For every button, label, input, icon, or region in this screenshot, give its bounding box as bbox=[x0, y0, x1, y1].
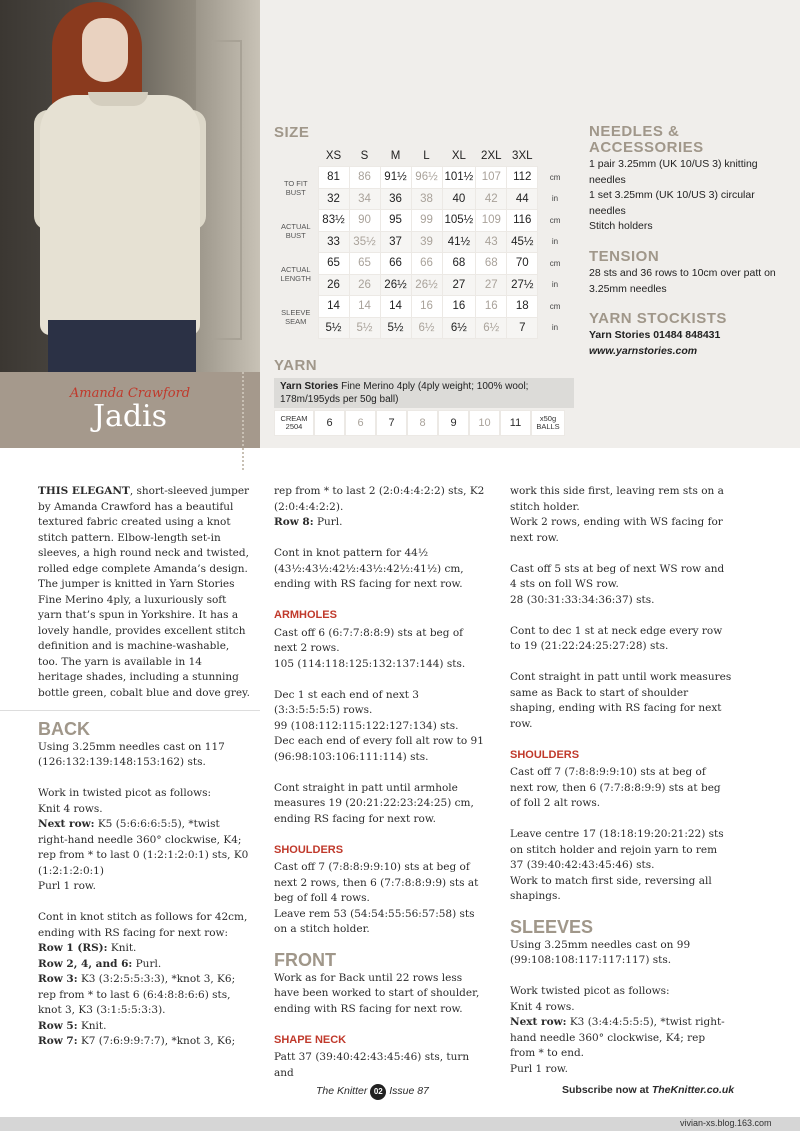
cell: 27 bbox=[442, 274, 476, 296]
column-2 bbox=[274, 484, 486, 1097]
row-label: Next row: bbox=[38, 818, 95, 830]
back-line: K7 (7:6:9:9:7:7), *knot 3, K6; bbox=[77, 1035, 236, 1047]
back-line: Cont in knot stitch as follows for 42cm, ending with RS facing for next row: bbox=[38, 911, 248, 939]
stockists-heading: YARN STOCKISTS bbox=[589, 310, 727, 327]
cell: 6½ bbox=[476, 317, 507, 339]
unit-cm: cm bbox=[549, 301, 561, 311]
size-heading: SIZE bbox=[274, 124, 310, 141]
subscribe-text: Subscribe now at bbox=[562, 1084, 652, 1096]
ball-count: 6 bbox=[314, 410, 345, 436]
cell: 37 bbox=[380, 231, 411, 253]
dotted-divider bbox=[242, 372, 244, 470]
ball-count: 8 bbox=[407, 410, 438, 436]
ball-count: 7 bbox=[376, 410, 407, 436]
footer-magazine bbox=[316, 1084, 429, 1100]
subscribe-link[interactable]: TheKnitter.co.uk bbox=[651, 1084, 735, 1096]
text-line: Work 2 rows, ending with WS facing for next row. bbox=[510, 516, 723, 544]
cell: 6½ bbox=[442, 317, 476, 339]
back-line: Work in twisted picot as follows: bbox=[38, 787, 212, 799]
cell: 70 bbox=[507, 253, 538, 275]
back-line: Knit. bbox=[107, 942, 137, 954]
cell: 99 bbox=[411, 210, 442, 232]
intro-body: , short-sleeved jumper by Amanda Crawford has a beautiful textured fabric created using a knot stitch pattern. Elbow-length set-in sleeves, a high round neck and twisted, rolled edge complete Amanda’s design. The jumper is knitted in Yarn Stories Fine Merino 4ply, a luxuriously soft yarn that’s spun in Yorkshire. It has a lovely handle, provides excellent stitch definition and is machine-washable, too. The yarn is available in 14 heritage shades, including a stunning bottle green, cobalt blue and dove grey. bbox=[38, 485, 250, 699]
ball-count: 11 bbox=[500, 410, 531, 436]
stockist-url[interactable]: www.yarnstories.com bbox=[589, 345, 698, 357]
cell: 65 bbox=[318, 253, 349, 275]
cell: 96½ bbox=[411, 167, 442, 189]
text-line: Leave centre 17 (18:18:19:20:21:22) sts on stitch holder and rejoin yarn to rem 37 (39:40:42:43:45:46) sts. bbox=[510, 828, 724, 871]
cell: 26 bbox=[318, 274, 349, 296]
text-line: Dec each end of every foll alt row to 91 (96:98:103:106:111:114) sts. bbox=[274, 735, 484, 763]
row-label: SLEEVE SEAM bbox=[281, 308, 311, 326]
back-line: Purl 1 row. bbox=[38, 880, 96, 892]
text-para: Cont in knot pattern for 44½ (43½:43½:42½:43½:42½:41½) cm, ending with RS facing for next row. bbox=[274, 547, 464, 590]
text-line: Purl 1 row. bbox=[510, 1062, 568, 1075]
cell: 27 bbox=[476, 274, 507, 296]
text-para: Cont to dec 1 st at neck edge every row to 19 (21:22:24:25:27:28) sts. bbox=[510, 624, 723, 652]
ball-quantities bbox=[274, 410, 565, 436]
cell: 34 bbox=[349, 188, 380, 210]
needles-item: Stitch holders bbox=[589, 220, 653, 232]
title-band bbox=[0, 372, 260, 448]
text-line: 105 (114:118:125:132:137:144) sts. bbox=[274, 657, 466, 670]
yarn-details: Fine Merino 4ply (4ply weight; 100% wool; 178m/195yds per 50g ball) bbox=[280, 381, 529, 405]
cell: 39 bbox=[411, 231, 442, 253]
watermark: vivian-xs.blog.163.com bbox=[680, 1118, 772, 1128]
size-label: S bbox=[360, 149, 369, 162]
front-heading: FRONT bbox=[274, 950, 336, 970]
sleeves-heading: SLEEVES bbox=[510, 917, 594, 937]
cell: 83½ bbox=[318, 210, 349, 232]
text-line: Dec 1 st each end of next 3 (3:3:5:5:5:5) rows. bbox=[274, 688, 419, 716]
text-para: Cont straight in patt until work measures same as Back to start of shoulder shaping, ending with RS facing for next row. bbox=[510, 671, 732, 730]
shape-neck-heading: SHAPE NECK bbox=[274, 1033, 347, 1046]
cell: 44 bbox=[507, 188, 538, 210]
cell: 68 bbox=[476, 253, 507, 275]
cell: 66 bbox=[411, 253, 442, 275]
size-label: 3XL bbox=[512, 149, 533, 162]
cell: 109 bbox=[476, 210, 507, 232]
cell: 14 bbox=[349, 296, 380, 318]
divider bbox=[0, 710, 260, 711]
unit-cm: cm bbox=[549, 172, 561, 182]
cell: 66 bbox=[380, 253, 411, 275]
footer-subscribe bbox=[562, 1084, 734, 1096]
text-line: Cast off 6 (6:7:7:8:8:9) sts at beg of next 2 rows. bbox=[274, 626, 464, 654]
stockist-name: Yarn Stories 01484 848431 bbox=[589, 329, 721, 341]
back-line: Knit. bbox=[77, 1019, 107, 1032]
text-line: K3 (3:4:4:5:5:5), *twist right-hand needle 360° clockwise, K4; rep from * to end. bbox=[510, 1016, 725, 1059]
cell: 14 bbox=[380, 296, 411, 318]
size-label: XL bbox=[451, 149, 466, 162]
cell: 18 bbox=[507, 296, 538, 318]
cell: 16 bbox=[442, 296, 476, 318]
unit-in: in bbox=[551, 194, 559, 204]
cell: 86 bbox=[349, 167, 380, 189]
text-para: Using 3.25mm needles cast on 99 (99:108:108:117:117:117) sts. bbox=[510, 938, 691, 966]
row-label: Row 5: bbox=[38, 1019, 78, 1032]
ball-count: 6 bbox=[345, 410, 376, 436]
cell: 35½ bbox=[349, 231, 380, 253]
cell: 7 bbox=[507, 317, 538, 339]
cell: 14 bbox=[318, 296, 349, 318]
intro-text bbox=[38, 484, 250, 717]
yarn-brand: Yarn Stories bbox=[280, 381, 339, 392]
magazine-name: The Knitter bbox=[316, 1085, 368, 1097]
size-label: 2XL bbox=[481, 149, 502, 162]
cell: 116 bbox=[507, 210, 538, 232]
back-line: K5 (5:6:6:6:5:5), *twist right-hand needle 360° clockwise, K4; rep from * to last 0 (1:2:1:2:0:1) sts, K0 (1:2:1:2:0:1) bbox=[38, 818, 249, 877]
size-table bbox=[274, 145, 572, 339]
cell: 41½ bbox=[442, 231, 476, 253]
cell: 40 bbox=[442, 188, 476, 210]
ball-count: 10 bbox=[469, 410, 500, 436]
cell: 26½ bbox=[380, 274, 411, 296]
balls-unit: x50g BALLS bbox=[531, 410, 565, 436]
cell: 36 bbox=[380, 188, 411, 210]
cell: 45½ bbox=[507, 231, 538, 253]
issue-number: Issue 87 bbox=[389, 1085, 429, 1097]
text-line: Knit 4 rows. bbox=[510, 1000, 575, 1013]
shoulders-heading: SHOULDERS bbox=[510, 748, 580, 761]
unit-in: in bbox=[551, 237, 559, 247]
cell: 5½ bbox=[318, 317, 349, 339]
ball-count: 9 bbox=[438, 410, 469, 436]
colour-label: CREAM 2504 bbox=[274, 410, 314, 436]
row-label: ACTUAL LENGTH bbox=[280, 265, 311, 283]
text-line: Cast off 5 sts at beg of next WS row and 4 sts on foll WS row. bbox=[510, 562, 725, 590]
cell: 112 bbox=[507, 167, 538, 189]
cell: 42 bbox=[476, 188, 507, 210]
cell: 101½ bbox=[442, 167, 476, 189]
cell: 65 bbox=[349, 253, 380, 275]
text-line: Work twisted picot as follows: bbox=[510, 985, 670, 997]
text-line: 28 (30:31:33:34:36:37) sts. bbox=[510, 593, 655, 606]
unit-in: in bbox=[551, 280, 559, 290]
row-label: Next row: bbox=[510, 1016, 567, 1028]
row-label: ACTUAL BUST bbox=[280, 222, 311, 240]
cell: 43 bbox=[476, 231, 507, 253]
text-line: work this side first, leaving rem sts on a stitch holder. bbox=[510, 485, 724, 513]
text-line: rep from * to last 2 (2:0:4:4:2:2) sts, K2 (2:0:4:4:2:2). bbox=[274, 485, 485, 513]
row-label: TO FIT BUST bbox=[283, 179, 308, 197]
armholes-heading: ARMHOLES bbox=[274, 609, 337, 621]
back-section bbox=[38, 719, 250, 1065]
size-label: L bbox=[423, 149, 430, 162]
back-line: Purl. bbox=[132, 957, 162, 970]
cell: 107 bbox=[476, 167, 507, 189]
intro-lead: THIS ELEGANT bbox=[38, 485, 130, 497]
text-para: Cast off 7 (7:8:8:9:9:10) sts at beg of next row, then 6 (7:7:8:8:9:9) sts at beg of foll 2 alt rows. bbox=[510, 766, 721, 809]
designer-name: Amanda Crawford bbox=[69, 386, 191, 401]
cell: 27½ bbox=[507, 274, 538, 296]
model-photo bbox=[0, 0, 260, 372]
cell: 16 bbox=[476, 296, 507, 318]
text-line: Cast off 7 (7:8:8:9:9:10) sts at beg of next 2 rows, then 6 (7:7:8:8:9:9) sts at beg of foll 4 rows. bbox=[274, 861, 479, 904]
text-para: Work as for Back until 22 rows less have been worked to start of shoulder, ending with RS facing for next row. bbox=[274, 971, 480, 1015]
needles-list bbox=[589, 157, 789, 235]
shoulders-heading: SHOULDERS bbox=[274, 843, 344, 856]
back-line: Knit 4 rows. bbox=[38, 802, 103, 815]
row-label: Row 3: bbox=[38, 973, 78, 985]
cell: 38 bbox=[411, 188, 442, 210]
text-line: Leave rem 53 (54:54:55:56:57:58) sts on a stitch holder. bbox=[274, 907, 475, 935]
back-heading: BACK bbox=[38, 719, 90, 739]
yarn-heading: YARN bbox=[274, 357, 318, 374]
cell: 68 bbox=[442, 253, 476, 275]
cell: 91½ bbox=[380, 167, 411, 189]
size-label: M bbox=[390, 149, 401, 162]
cell: 95 bbox=[380, 210, 411, 232]
back-para: Using 3.25mm needles cast on 117 (126:132:139:148:153:162) sts. bbox=[38, 740, 225, 768]
size-label: XS bbox=[325, 149, 342, 162]
tension-text: 28 sts and 36 rows to 10cm over patt on 3.25mm needles bbox=[589, 267, 776, 295]
cell: 26½ bbox=[411, 274, 442, 296]
text-para: Cont straight in patt until armhole measures 19 (20:21:22:23:24:25) cm, ending RS facing for next row. bbox=[274, 781, 474, 825]
needles-heading: NEEDLES & ACCESSORIES bbox=[589, 123, 704, 156]
unit-in: in bbox=[551, 323, 559, 333]
text-line: Purl. bbox=[313, 516, 343, 528]
page-number: 02 bbox=[370, 1084, 386, 1100]
text-line: 99 (108:112:115:122:127:134) sts. bbox=[274, 719, 459, 732]
cell: 33 bbox=[318, 231, 349, 253]
unit-cm: cm bbox=[549, 215, 561, 225]
cell: 105½ bbox=[442, 210, 476, 232]
yarn-description bbox=[274, 378, 574, 408]
cell: 26 bbox=[349, 274, 380, 296]
needles-item: 1 set 3.25mm (UK 10/US 3) circular needles bbox=[589, 189, 755, 217]
cell: 6½ bbox=[411, 317, 442, 339]
needles-item: 1 pair 3.25mm (UK 10/US 3) knitting needles bbox=[589, 158, 758, 186]
column-3 bbox=[510, 484, 732, 1093]
tension-heading: TENSION bbox=[589, 248, 660, 265]
cell: 16 bbox=[411, 296, 442, 318]
cell: 81 bbox=[318, 167, 349, 189]
row-label: Row 7: bbox=[38, 1035, 78, 1047]
row-label: Row 8: bbox=[274, 516, 314, 528]
row-label: Row 2, 4, and 6: bbox=[38, 957, 133, 970]
cell: 5½ bbox=[380, 317, 411, 339]
pattern-title: Jadis bbox=[92, 399, 168, 434]
text-line: Work to match first side, reversing all shapings. bbox=[510, 874, 712, 902]
unit-cm: cm bbox=[549, 258, 561, 268]
row-label: Row 1 (RS): bbox=[38, 942, 108, 954]
back-line: K3 (3:2:5:5:3:3), *knot 3, K6; rep from * to last 6 (6:4:8:8:6:6) sts, knot 3, K3 (3:1:5:5:3:3). bbox=[38, 973, 236, 1016]
cell: 90 bbox=[349, 210, 380, 232]
cell: 32 bbox=[318, 188, 349, 210]
cell: 5½ bbox=[349, 317, 380, 339]
text-para: Patt 37 (39:40:42:43:45:46) sts, turn and bbox=[274, 1051, 470, 1079]
